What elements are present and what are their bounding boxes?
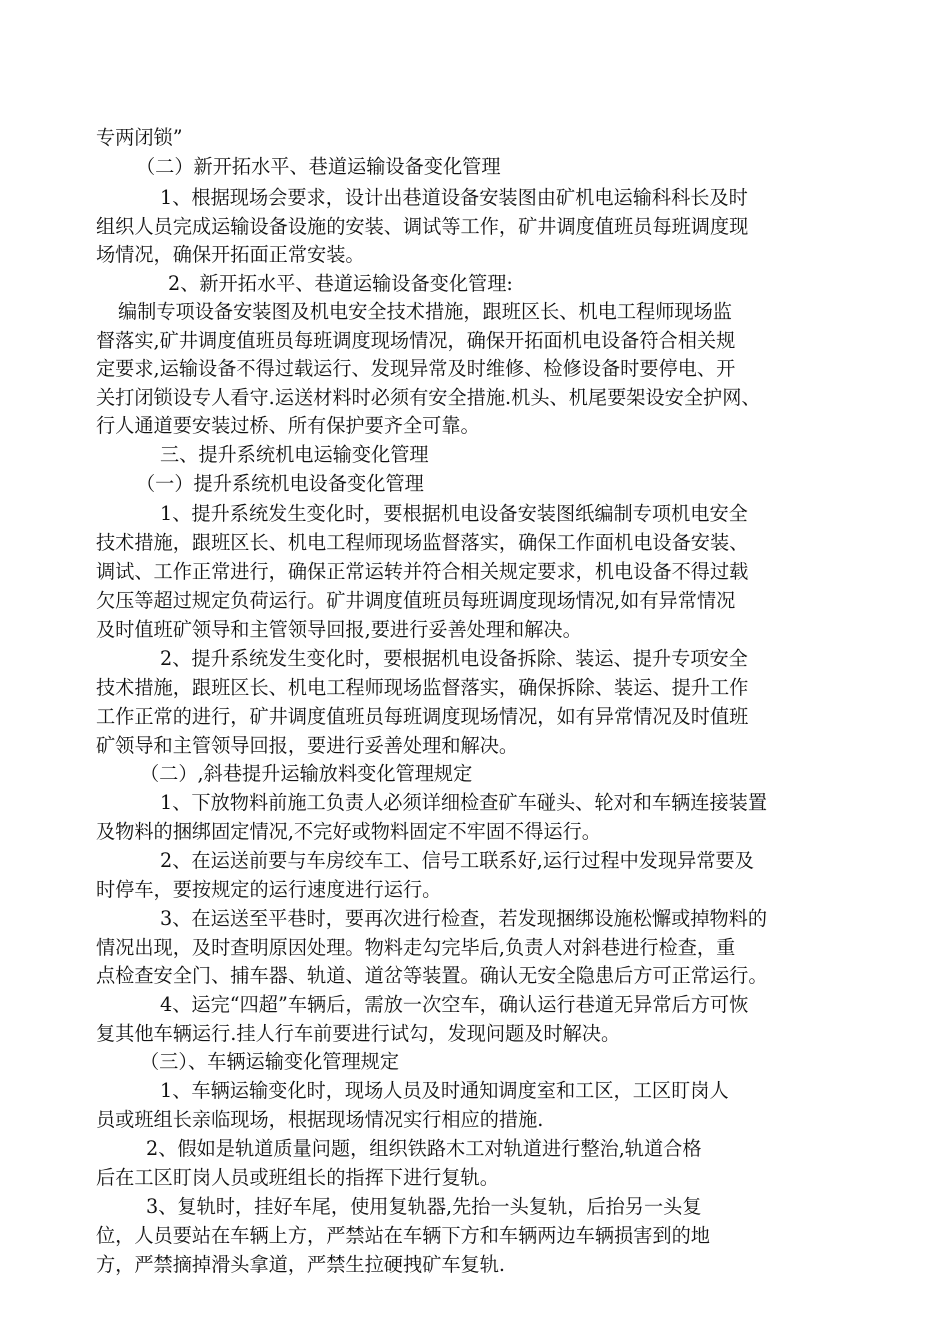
text-line: 复其他车辆运行.挂人行车前要进行试勾，发现问题及时解决。 xyxy=(96,1022,621,1045)
text-line: 方，严禁摘掉滑头拿道，严禁生拉硬拽矿车复轨. xyxy=(96,1253,506,1276)
text-line: 调试、工作正常进行，确保正常运转并符合相关规定要求，机电设备不得过载 xyxy=(96,560,749,583)
text-line: 3、复轨时，挂好车尾，使用复轨器,先抬一头复轨，后抬另一头复 xyxy=(146,1195,702,1218)
text-line: 2、在运送前要与车房绞车工、信号工联系好,运行过程中发现异常要及 xyxy=(160,849,754,872)
text-line: 4、运完“四超”车辆后，需放一次空车，确认运行巷道无异常后方可恢 xyxy=(160,993,749,1016)
text-line: 情况出现，及时查明原因处理。物料走勾完毕后,负责人对斜巷进行检查，重 xyxy=(96,936,736,959)
text-line: 点检查安全门、捕车器、轨道、道岔等装置。确认无安全隐患后方可正常运行。 xyxy=(96,964,768,987)
text-line: 1、车辆运输变化时，现场人员及时通知调度室和工区，工区盯岗人 xyxy=(160,1079,729,1102)
text-line: 组织人员完成运输设备设施的安装、调试等工作，矿井调度值班员每班调度现 xyxy=(96,215,749,238)
text-line: 欠压等超过规定负荷运行。矿井调度值班员每班调度现场情况,如有异常情况 xyxy=(96,589,736,612)
text-line: 技术措施，跟班区长、机电工程师现场监督落实，确保工作面机电设备安装、 xyxy=(96,531,749,554)
text-line: 工作正常的进行，矿井调度值班员每班调度现场情况，如有异常情况及时值班 xyxy=(96,705,749,728)
section-heading: （二）新开拓水平、巷道运输设备变化管理 xyxy=(136,155,501,178)
text-line: 及时值班矿领导和主管领导回报,要进行妥善处理和解决。 xyxy=(96,618,582,641)
text-line: 时停车，要按规定的运行速度进行运行。 xyxy=(96,878,442,901)
text-line: 后在工区盯岗人员或班组长的指挥下进行复轨。 xyxy=(96,1166,499,1189)
text-line: 关打闭锁设专人看守.运送材料时必须有安全措施.机头、机尾要架设安全护网、 xyxy=(96,386,761,409)
text-line: 员或班组长亲临现场，根据现场情况实行相应的措施. xyxy=(96,1108,544,1131)
text-line: 编制专项设备安装图及机电安全技术措施，跟班区长、机电工程师现场监 xyxy=(118,300,732,323)
section-heading: （二）,斜巷提升运输放料变化管理规定 xyxy=(140,762,473,785)
text-line: 行人通道要安装过桥、所有保护要齐全可靠。 xyxy=(96,414,480,437)
text-line: 督落实,矿井调度值班员每班调度现场情况，确保开拓面机电设备符合相关规 xyxy=(96,329,736,352)
text-line: 1、根据现场会要求，设计出巷道设备安装图由矿机电运输科科长及时 xyxy=(160,186,748,209)
text-line: 2、提升系统发生变化时，要根据机电设备拆除、装运、提升专项安全 xyxy=(160,647,748,670)
text-line: 技术措施，跟班区长、机电工程师现场监督落实，确保拆除、装运、提升工作 xyxy=(96,676,749,699)
text-line: 矿领导和主管领导回报，要进行妥善处理和解决。 xyxy=(96,734,519,757)
section-heading: （一）提升系统机电设备变化管理 xyxy=(136,472,424,495)
text-line: 专两闭锁” xyxy=(96,126,183,149)
section-heading: （三）、车辆运输变化管理规定 xyxy=(140,1050,400,1073)
text-line: 定要求,运输设备不得过载运行、发现异常及时维修、检修设备时要停电、开 xyxy=(96,357,736,380)
text-line: 2、新开拓水平、巷道运输设备变化管理: xyxy=(168,272,513,295)
text-line: 1、提升系统发生变化时，要根据机电设备安装图纸编制专项机电安全 xyxy=(160,502,748,525)
text-line: 场情况，确保开拓面正常安装。 xyxy=(96,243,365,266)
text-line: 位，人员要站在车辆上方，严禁站在车辆下方和车辆两边车辆损害到的地 xyxy=(96,1224,710,1247)
text-line: 3、在运送至平巷时，要再次进行检查，若发现捆绑设施松懈或掉物料的 xyxy=(160,907,768,930)
text-line: 及物料的捆绑固定情况,不完好或物料固定不牢固不得运行。 xyxy=(96,820,601,843)
section-heading: 三、提升系统机电运输变化管理 xyxy=(160,443,429,466)
text-line: 2、假如是轨道质量问题，组织铁路木工对轨道进行整治,轨道合格 xyxy=(146,1137,702,1160)
text-line: 1、下放物料前施工负责人必须详细检查矿车碰头、轮对和车辆连接装置 xyxy=(160,791,768,814)
